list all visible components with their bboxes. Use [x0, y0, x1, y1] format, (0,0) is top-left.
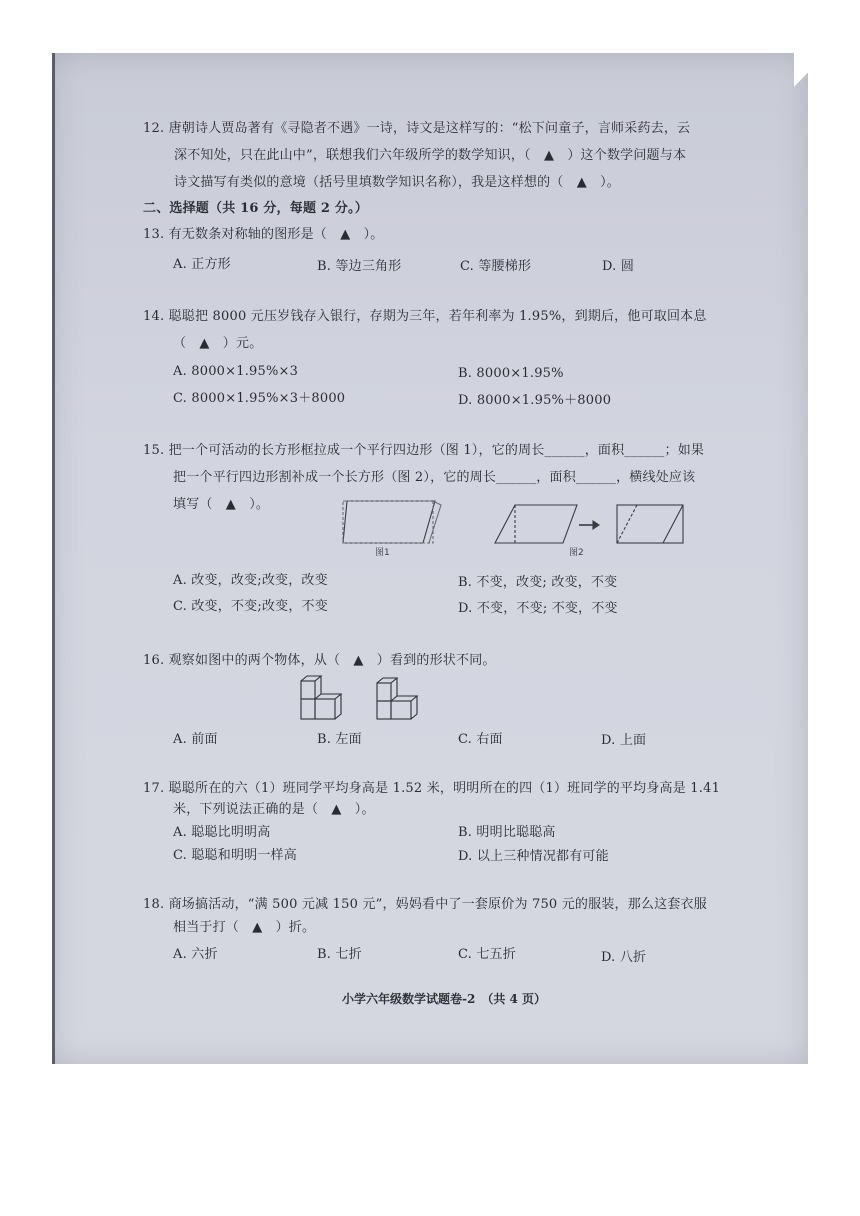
cube-figures	[297, 675, 427, 725]
q16-line-1: 16. 观察如图中的两个物体，从（ ▲ ）看到的形状不同。	[143, 653, 496, 668]
section-heading: 二、选择题（共 16 分，每题 2 分。）	[143, 201, 368, 216]
q15-option-a: A. 改变，改变;改变，改变	[173, 573, 328, 588]
q13-option-b: B. 等边三角形	[317, 259, 402, 274]
q16-option-b: B. 左面	[317, 732, 362, 747]
q15-line-3: 填写（ ▲ ）。	[173, 497, 270, 512]
q16-option-a: A. 前面	[173, 732, 218, 747]
q15-option-d: D. 不变，不变; 不变，不变	[458, 601, 618, 616]
q18-option-c: C. 七五折	[458, 947, 516, 962]
q17-line-2: 米，下列说法正确的是（ ▲ ）。	[173, 802, 375, 817]
q14-line-1: 14. 聪聪把 8000 元压岁钱存入银行，存期为三年，若年利率为 1.95%，到期后，他可取回本息	[143, 309, 707, 324]
q17-option-c: C. 聪聪和明明一样高	[173, 848, 297, 863]
q18-line-1: 18. 商场搞活动，“满 500 元减 150 元”，妈妈看中了一套原价为 750 元的服装，那么这套衣服	[143, 897, 707, 912]
q15-option-c: C. 改变，不变;改变，不变	[173, 599, 328, 614]
q13-option-d: D. 圆	[602, 259, 635, 274]
q13-stem: 13. 有无数条对称轴的图形是（ ▲ ）。	[143, 227, 384, 242]
q14-option-b: B. 8000×1.95%	[458, 366, 564, 381]
cube-object-1	[301, 676, 341, 719]
q15-line-1: 15. 把一个可活动的长方形框拉成一个平行四边形（图 1），它的周长______，面积______；如果	[143, 443, 705, 458]
q16-option-c: C. 右面	[458, 732, 503, 747]
q13-option-c: C. 等腰梯形	[460, 259, 532, 274]
q18-option-d: D. 八折	[601, 950, 647, 965]
q18-option-a: A. 六折	[173, 947, 218, 962]
q17-option-a: A. 聪聪比明明高	[173, 825, 271, 840]
q14-option-d: D. 8000×1.95%＋8000	[458, 393, 612, 408]
q16-option-d: D. 上面	[601, 733, 647, 748]
q18-option-b: B. 七折	[317, 947, 362, 962]
q14-option-a: A. 8000×1.95%×3	[173, 364, 299, 379]
q17-option-d: D. 以上三种情况都有可能	[458, 849, 609, 864]
q14-line-2: （ ▲ ）元。	[173, 336, 263, 351]
figure-1	[343, 501, 441, 543]
q12-line-1: 12. 唐朝诗人贾岛著有《寻隐者不遇》一诗，诗文是这样写的：“松下问童子，言师采药去，云	[143, 121, 691, 136]
parallelogram-figures	[337, 495, 697, 561]
q18-line-2: 相当于打（ ▲ ）折。	[173, 920, 316, 935]
q15-line-2: 把一个平行四边形割补成一个长方形（图 2），它的周长______，面积______，横线处应该	[173, 470, 696, 485]
q17-line-1: 17. 聪聪所在的六（1）班同学平均身高是 1.52 米，明明所在的四（1）班同学的平均身高是 1.41	[143, 781, 721, 796]
q12-line-3: 诗文描写有类似的意境（括号里填数学知识名称），我是这样想的（ ▲ ）。	[174, 175, 620, 190]
page-footer: 小学六年级数学试题卷-2 （共 4 页）	[342, 992, 547, 1006]
q17-option-b: B. 明明比聪聪高	[458, 825, 556, 840]
q12-line-2: 深不知处，只在此山中”，联想我们六年级所学的数学知识，（ ▲ ）这个数学问题与本	[174, 148, 687, 163]
exam-sheet	[52, 53, 808, 1064]
figure-2	[495, 505, 683, 543]
q14-option-c: C. 8000×1.95%×3＋8000	[173, 391, 346, 406]
q13-option-a: A. 正方形	[173, 257, 231, 272]
q15-option-b: B. 不变，改变; 改变，不变	[458, 575, 618, 590]
figure-2-label: 图2	[569, 548, 584, 558]
figure-1-label: 图1	[375, 548, 390, 558]
cube-object-2	[377, 678, 417, 719]
